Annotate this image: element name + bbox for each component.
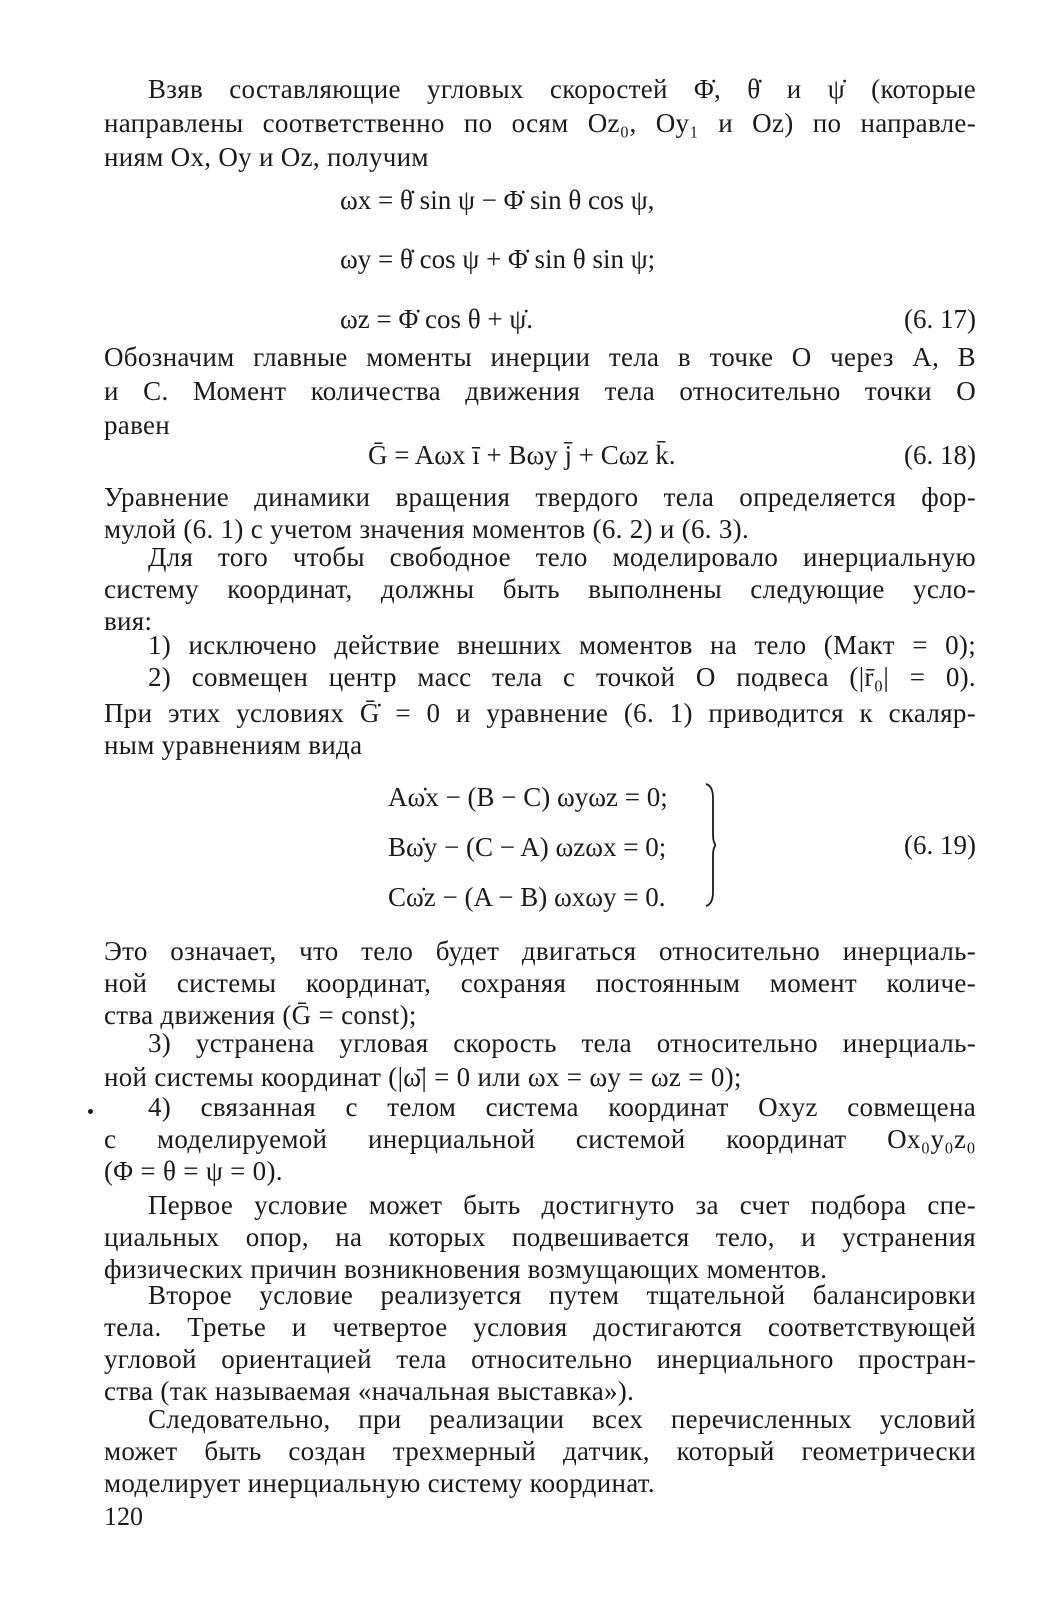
text-line: Это означает, что тело будет двигаться относительно инерциаль- [104,936,976,966]
system-brace [704,782,716,908]
equation-line: Bω̇y − (C − A) ωzωx = 0; [388,832,667,862]
text-line: ной системы координат (|ω̄| = 0 или ωx = ωy = ωz = 0); [104,1062,742,1092]
equation-number: (6. 18) [904,440,976,470]
text-line: систему координат, должны быть выполнены следующие усло- [104,574,976,604]
text-line: ниям Ox, Oy и Oz, получим [104,142,429,172]
text-line: ства (так называемая «начальная выставка»). [104,1376,635,1406]
stray-dot-mark [88,1109,93,1114]
text-line: Второе условие реализуется путем тщательной балансировки [148,1280,976,1310]
text-line: 1) исключено действие внешних моментов на тело (Mакт = 0); [148,630,976,660]
text-line: Взяв составляющие угловых скоростей Φ̇, θ̇ и ψ̇ (которые [148,74,976,104]
text-line: Обозначим главные моменты инерции тела в точке O через A, B [104,342,976,372]
text-line: циальных опор, на которых подвешивается тело, и устранения [104,1222,976,1252]
equation-line: Aω̇x − (B − C) ωyωz = 0; [388,782,668,812]
text-line: Для того чтобы свободное тело моделировало инерциальную [148,542,976,572]
text-line: ной системы координат, сохраняя постоянным момент количе- [104,968,976,998]
text-line: мулой (6. 1) с учетом значения моментов (6. 2) и (6. 3). [104,514,750,544]
equation-line: ωz = Φ̇ cos θ + ψ̇. [340,304,534,334]
equation-line: Ḡ = Aωx ī + Bωy j̄ + Cωz k̄. [368,440,676,470]
equation-line: ωx = θ̇ sin ψ − Φ̇ sin θ cos ψ, [340,185,655,215]
text-line: ным уравнениям вида [104,730,363,760]
text-line: 4) связанная с телом система координат Oxyz совмещена [148,1092,976,1122]
text-line: Уравнение динамики вращения твердого тела определяется фор- [104,482,976,512]
equation-line: ωy = θ̇ cos ψ + Φ̇ sin θ sin ψ; [340,244,656,274]
text-line: с моделируемой инерциальной системой координат Ox₀y₀z₀ [104,1124,976,1154]
text-line: может быть создан трехмерный датчик, который геометрически [104,1436,976,1466]
text-line: (Φ = θ = ψ = 0). [104,1156,283,1186]
text-line: физических причин возникновения возмущающих моментов. [104,1254,828,1284]
text-line: 2) совмещен центр масс тела с точкой O подвеса (|r̄₀| = 0). [148,662,976,692]
text-line: ства движения (Ḡ = const); [104,1000,417,1030]
text-line: и C. Момент количества движения тела относительно точки O [104,376,976,406]
text-line: 3) устранена угловая скорость тела относительно инерциаль- [148,1028,976,1058]
equation-number: (6. 19) [904,830,976,860]
text-line: угловой ориентацией тела относительно инерциального простран- [104,1344,976,1374]
equation-line: Cω̇z − (A − B) ωxωy = 0. [388,882,666,912]
text-line: вия: [104,606,153,636]
text-line: тела. Третье и четвертое условия достигаются соответствующей [104,1312,976,1342]
text-line: При этих условиях Ḡ̇ = 0 и уравнение (6. 1) приводится к скаляр- [104,698,976,728]
text-line: Следовательно, при реализации всех перечисленных условий [148,1404,976,1434]
equation-number: (6. 17) [904,304,976,334]
text-line: направлены соответственно по осям Oz₀, Oy₁ и Oz) по направле- [104,108,976,138]
text-line: моделирует инерциальную систему координат. [104,1468,655,1498]
text-line: Первое условие может быть достигнуто за счет подбора спе- [148,1190,976,1220]
page-number: 120 [104,1502,143,1531]
text-line: равен [104,410,171,440]
